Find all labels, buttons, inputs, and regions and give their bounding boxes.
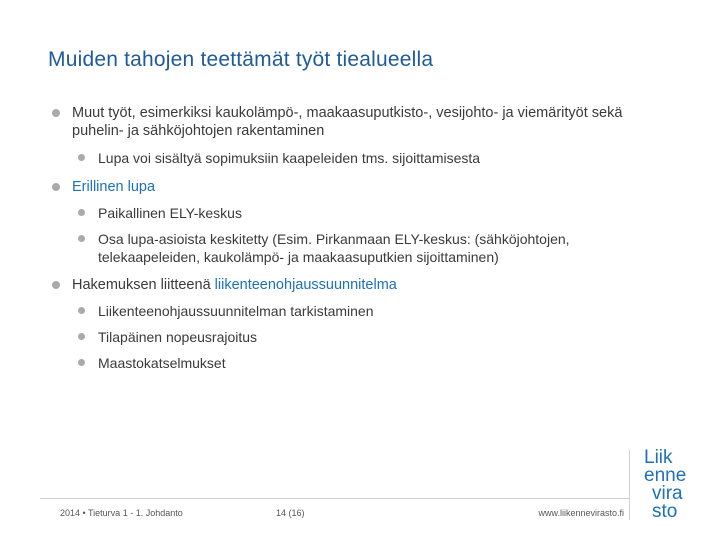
logo-line-4: sto: [652, 501, 678, 520]
logo-line-3: vira: [652, 483, 683, 504]
footer-url: www.liikennevirasto.fi: [538, 508, 624, 518]
sub-bullet-item: [48, 302, 648, 320]
bullet-text-link: liikenteenohjaussuunnitelma: [214, 277, 397, 293]
sub-bullet-item: [48, 230, 608, 266]
sub-bullet-item: [48, 354, 648, 372]
logo-line-1: Liik: [644, 447, 673, 468]
bullet-item: [48, 276, 648, 294]
bullet-text: Muut työt, esimerkiksi kaukolämpö-, maakaasuputkisto-, vesijohto- ja viemärityöt sekä puhelin- ja sähköjohtojen rakentaminen: [72, 105, 623, 139]
sub-bullet-text: Tilapäinen nopeusrajoitus: [98, 329, 258, 345]
sub-bullet-item: [48, 149, 648, 167]
bullet-item: [48, 104, 648, 140]
bullet-dot-icon: [78, 209, 85, 216]
bullet-text-prefix: Hakemuksen liitteenä: [72, 277, 215, 293]
bullet-dot-icon: [78, 307, 85, 314]
sub-bullet-text: Paikallinen ELY-keskus: [98, 205, 242, 221]
bullet-text: Erillinen lupa: [72, 179, 156, 195]
logo-line-2: enne: [644, 465, 687, 486]
sub-bullet-text: Lupa voi sisältyä sopimuksiin kaapeleiden tms. sijoittamisesta: [98, 150, 481, 166]
bullet-dot-icon: [52, 281, 60, 289]
bullet-dot-icon: [78, 235, 85, 242]
footer-left-text: 2014 • Tieturva 1 - 1. Johdanto: [60, 508, 183, 518]
footer-page-number: 14 (16): [276, 508, 305, 518]
bullet-dot-icon: [52, 183, 60, 191]
slide-title: Muiden tahojen teettämät työt tiealueella: [48, 48, 434, 71]
bullet-dot-icon: [78, 333, 85, 340]
sub-bullet-item: [48, 204, 648, 222]
sub-bullet-text: Liikenteenohjaussuunnitelman tarkistaminen: [98, 303, 374, 319]
liikennevirasto-logo-icon: [642, 446, 702, 520]
bullet-dot-icon: [52, 109, 60, 117]
bullet-dot-icon: [78, 359, 85, 366]
footer-vertical-divider: [629, 450, 630, 520]
bullet-dot-icon: [78, 154, 85, 161]
sub-bullet-text: Maastokatselmukset: [98, 355, 226, 371]
sub-bullet-item: [48, 328, 648, 346]
bullet-list: [48, 104, 648, 372]
bullet-item: [48, 178, 648, 196]
sub-bullet-text: Osa lupa-asioista keskitetty (Esim. Pirkanmaan ELY-keskus: (sähköjohtojen, telekaapeleiden, kaukolämpö- ja maakaasuputkien sijoittaminen): [98, 231, 570, 265]
footer-divider: [40, 498, 630, 499]
